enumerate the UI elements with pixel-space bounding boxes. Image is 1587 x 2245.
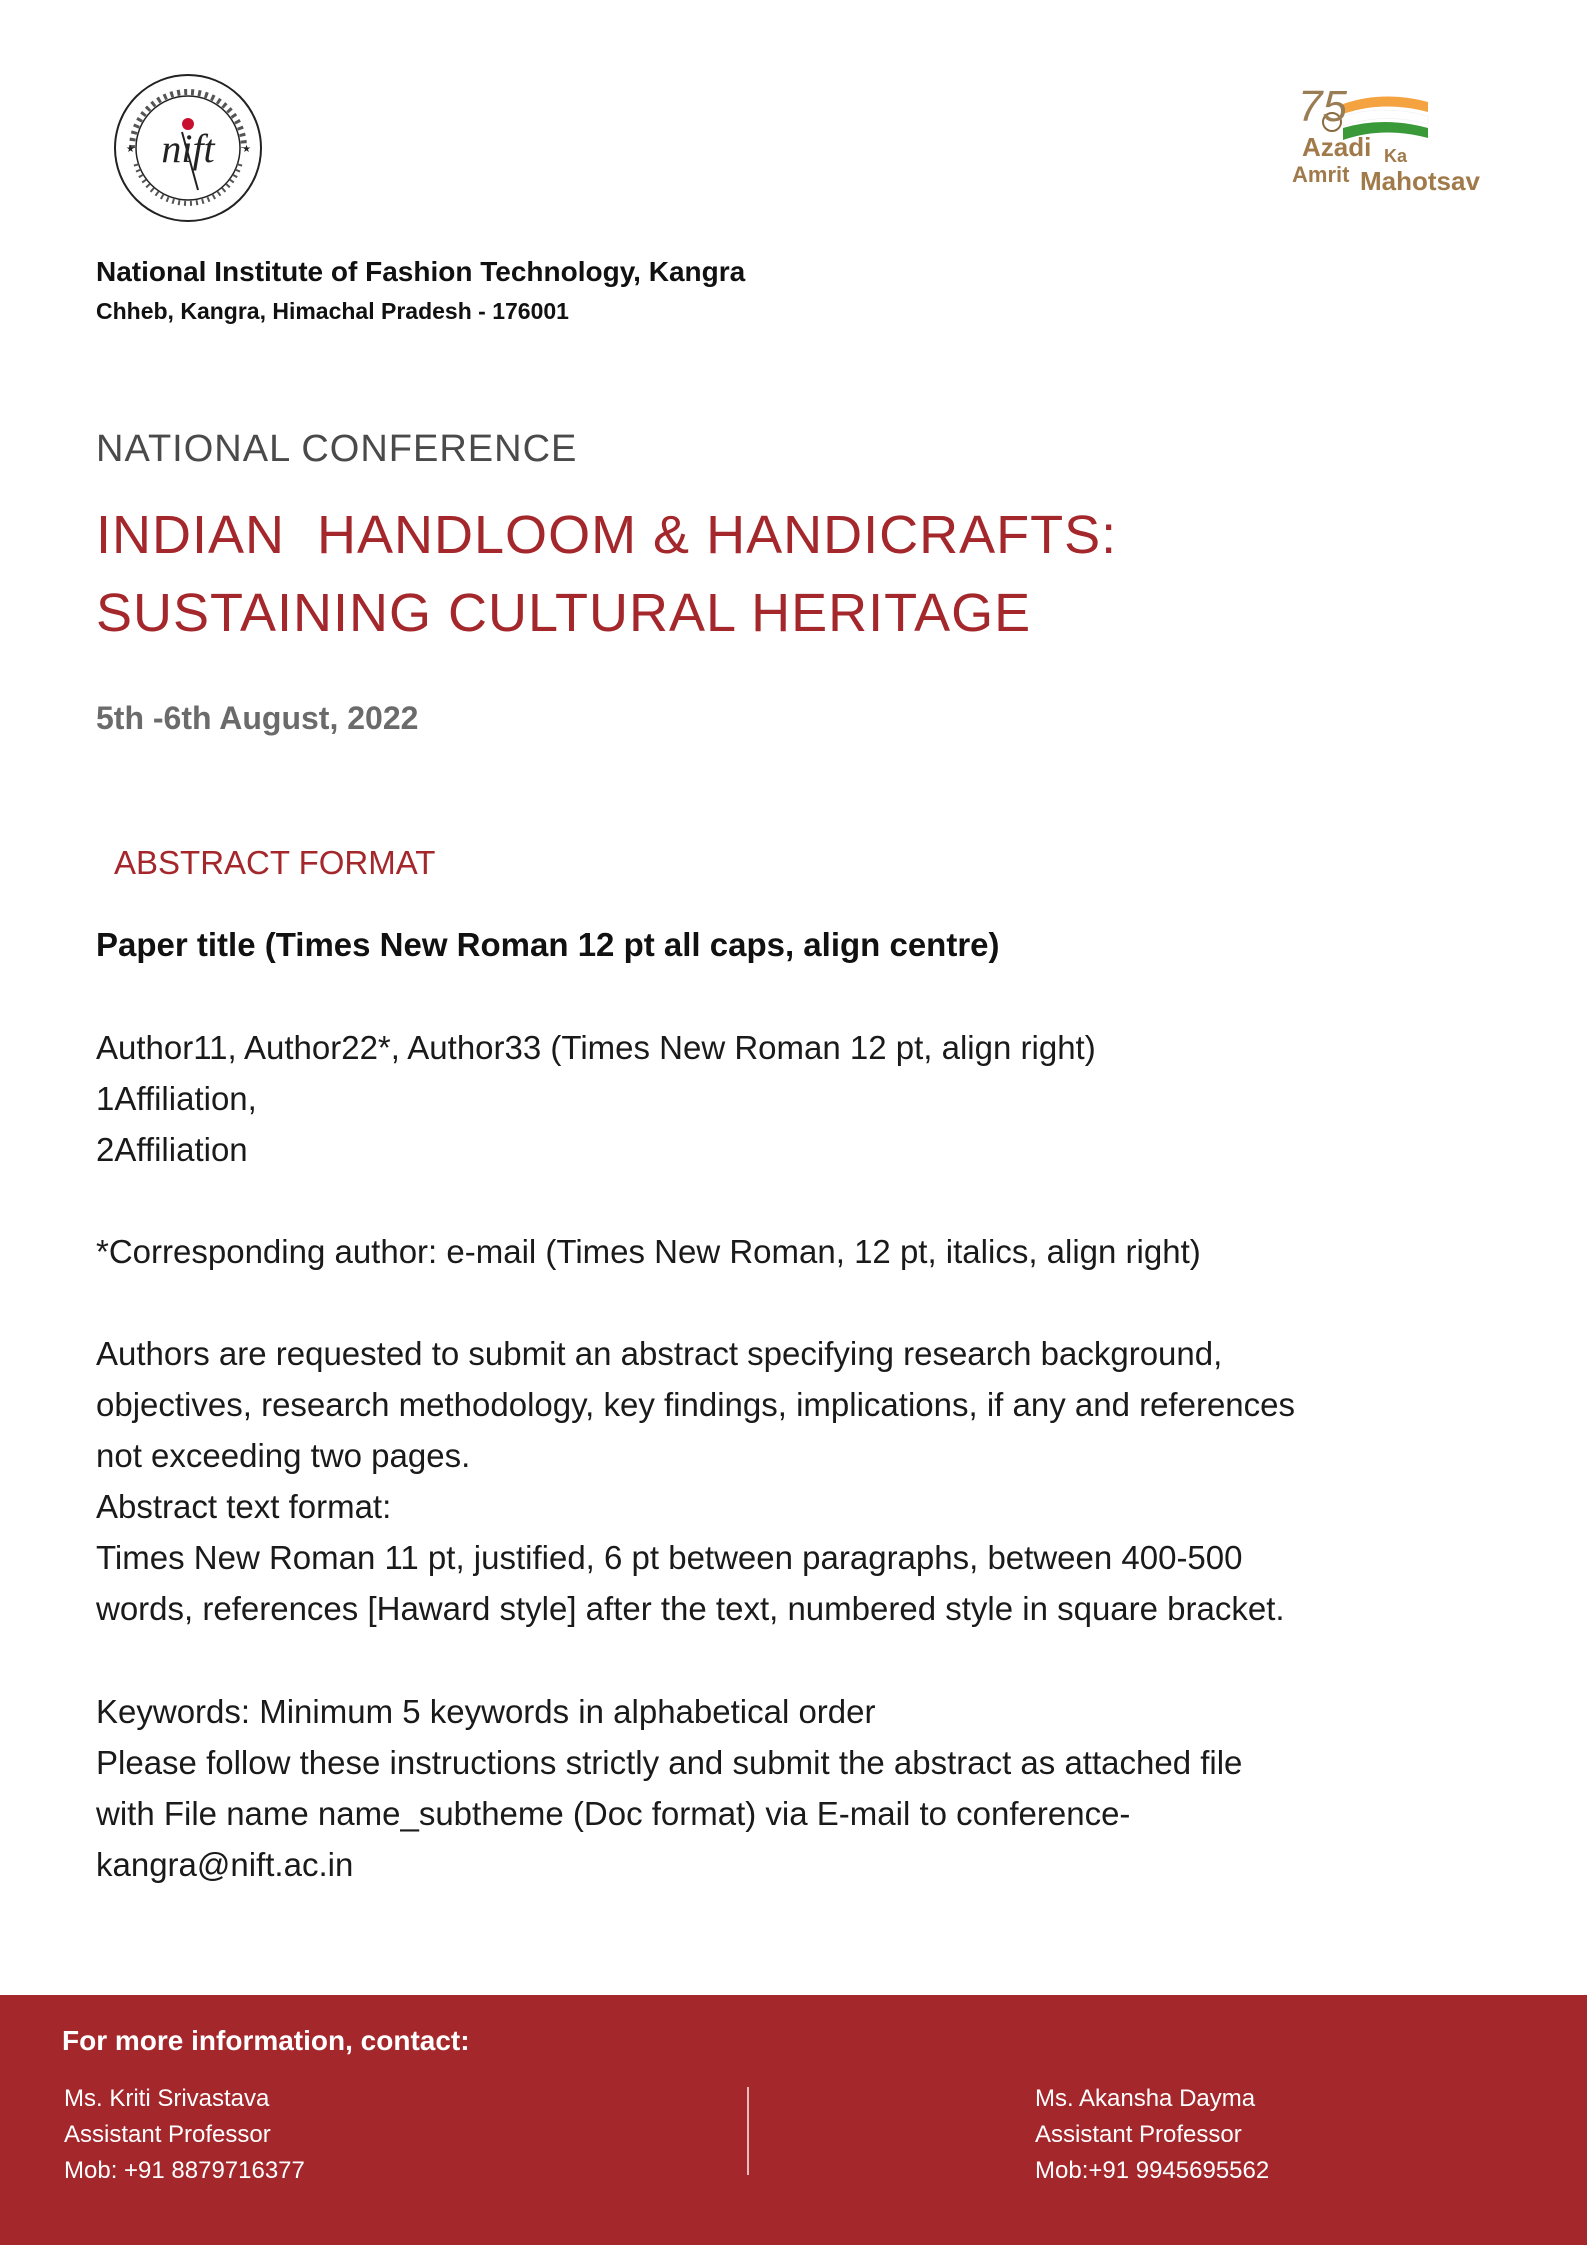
contact-card-1	[64, 2081, 305, 2189]
affiliation-2: 2Affiliation	[96, 1131, 248, 1168]
contact-card-2	[1035, 2081, 1269, 2189]
instr-line-2: with File name name_subtheme (Doc format) via E-mail to conference-	[96, 1795, 1131, 1832]
contact-1-name: Ms. Kriti Srivastava	[64, 2085, 270, 2112]
conference-title-line1: INDIAN HANDLOOM & HANDICRAFTS:	[96, 505, 1118, 565]
format-line-2: words, references [Haward style] after the text, numbered style in square bracket.	[96, 1590, 1285, 1627]
footer-heading: For more information, contact:	[62, 2025, 470, 2056]
corresponding-author-line: *Corresponding author: e-mail (Times New Roman, 12 pt, italics, align right)	[96, 1233, 1201, 1270]
contact-1-phone[interactable]: Mob: +91 8879716377	[64, 2157, 305, 2184]
conference-dates: 5th -6th August, 2022	[96, 700, 419, 736]
contact-2-role: Assistant Professor	[1035, 2121, 1242, 2148]
format-label: Abstract text format:	[96, 1488, 392, 1525]
conference-label: NATIONAL CONFERENCE	[96, 428, 578, 470]
abstract-instructions	[96, 1328, 1295, 1634]
contact-2-name: Ms. Akansha Dayma	[1035, 2085, 1256, 2112]
format-line-1: Times New Roman 11 pt, justified, 6 pt between paragraphs, between 400-500	[96, 1539, 1243, 1576]
azadi-ka: Ka	[1384, 146, 1408, 166]
submission-instructions	[96, 1686, 1242, 1890]
para-line-1: Authors are requested to submit an abstract specifying research background,	[96, 1335, 1223, 1372]
azadi-mahotsav: Mahotsav	[1360, 166, 1480, 196]
paper-title-instruction: Paper title (Times New Roman 12 pt all caps, align centre)	[96, 926, 1000, 963]
azadi-ka-amrit-mahotsav-logo	[1288, 82, 1488, 200]
azadi-75-text: 75	[1298, 82, 1347, 131]
azadi-line2: Amrit	[1292, 162, 1350, 187]
authors-block	[96, 1022, 1096, 1175]
contact-1-role: Assistant Professor	[64, 2121, 271, 2148]
para-line-3: not exceeding two pages.	[96, 1437, 471, 1474]
contact-footer	[0, 1995, 1587, 2245]
footer-divider	[747, 2087, 749, 2175]
authors-line: Author11, Author22*, Author33 (Times New Roman 12 pt, align right)	[96, 1029, 1096, 1066]
conference-title-line2: SUSTAINING CULTURAL HERITAGE	[96, 583, 1032, 643]
svg-text:★: ★	[126, 144, 135, 155]
conference-title	[96, 496, 1117, 652]
azadi-line1: Azadi	[1302, 132, 1372, 162]
contact-email-link[interactable]: kangra@nift.ac.in	[96, 1846, 354, 1883]
abstract-format-heading: ABSTRACT FORMAT	[114, 844, 436, 881]
nift-logo-text: nift	[161, 126, 215, 171]
nift-seal-logo	[112, 72, 264, 224]
institute-address: Chheb, Kangra, Himachal Pradesh - 176001	[96, 298, 569, 324]
affiliation-1: 1Affiliation,	[96, 1080, 257, 1117]
instr-line-1: Please follow these instructions strictly and submit the abstract as attached file	[96, 1744, 1243, 1781]
svg-text:★: ★	[242, 144, 251, 155]
contact-2-phone[interactable]: Mob:+91 9945695562	[1035, 2157, 1270, 2184]
keywords-line: Keywords: Minimum 5 keywords in alphabetical order	[96, 1693, 876, 1730]
institute-name: National Institute of Fashion Technology, Kangra	[96, 256, 746, 287]
para-line-2: objectives, research methodology, key findings, implications, if any and references	[96, 1386, 1296, 1423]
